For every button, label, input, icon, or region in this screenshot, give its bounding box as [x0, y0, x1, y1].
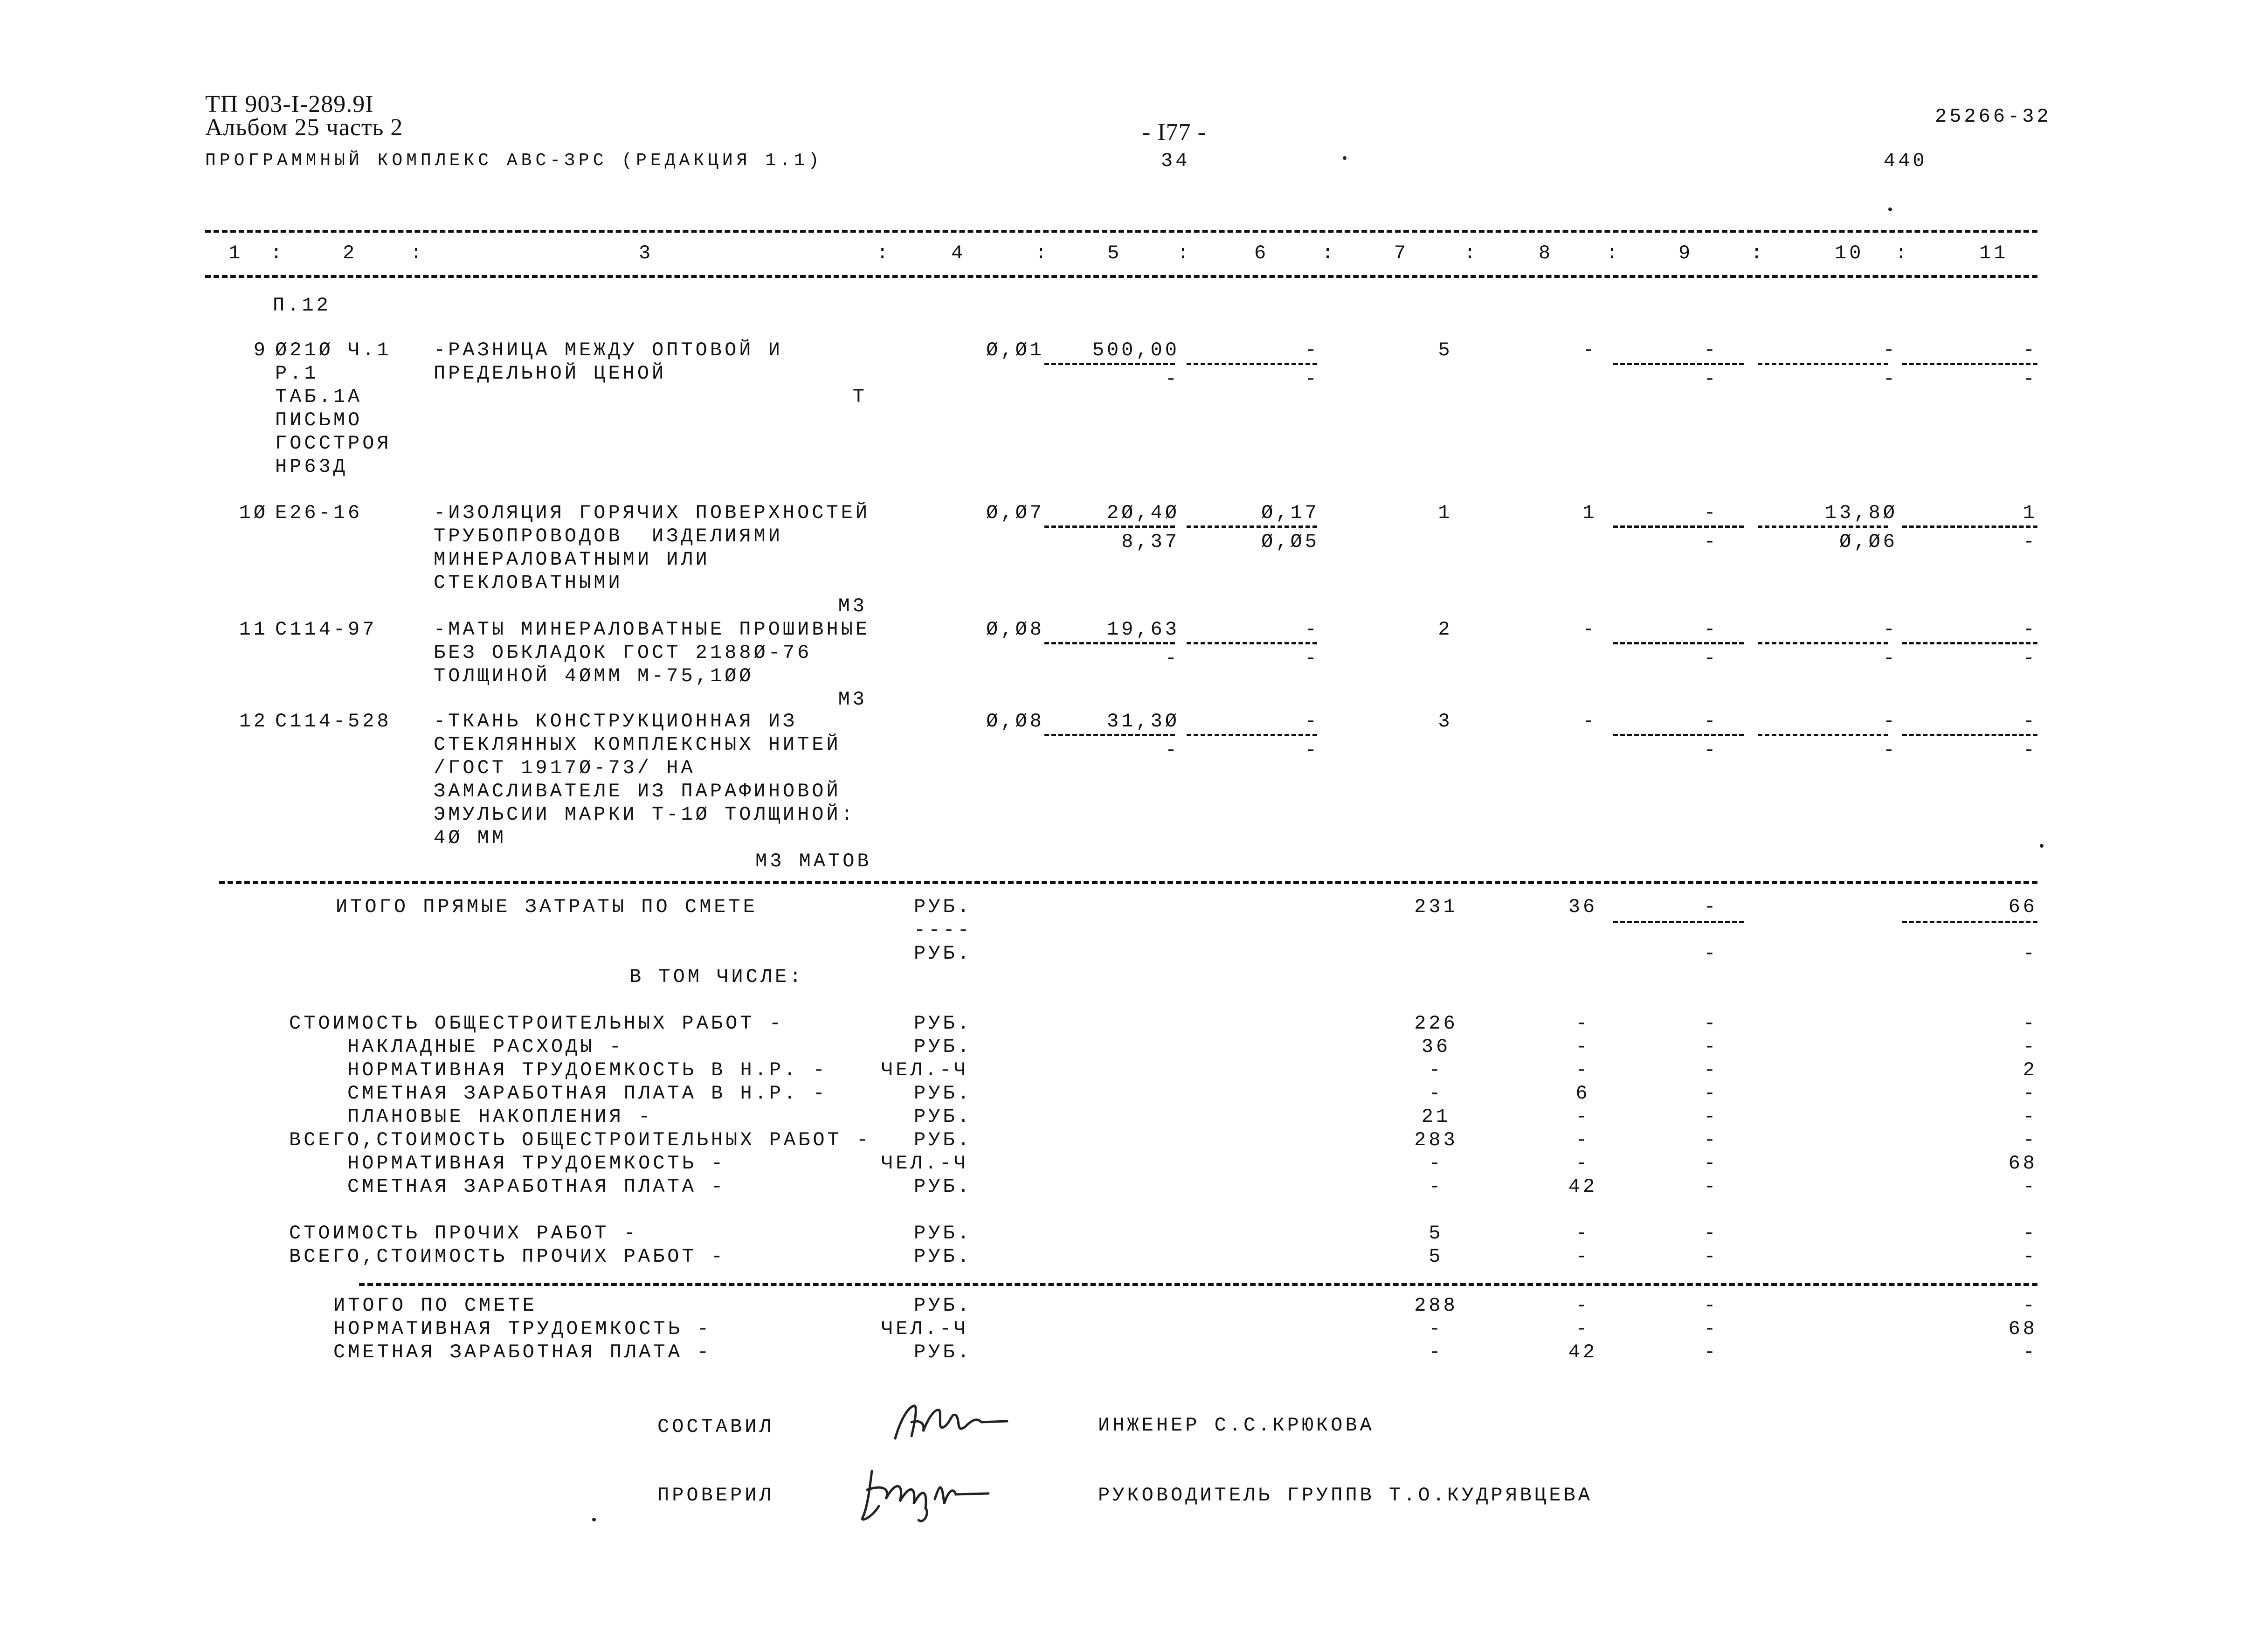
column-header-5: 5: [1107, 242, 1122, 264]
row-col11: -: [2023, 710, 2037, 733]
summary-col9: -: [1704, 1222, 1719, 1244]
summary-col11: 2: [2023, 1059, 2037, 1081]
summary-label: НОРМАТИВНАЯ ТРУДОЕМКОСТЬ В Н.Р. -: [347, 1059, 828, 1081]
row-col11: -: [2023, 618, 2037, 641]
summary-unit: ЧЕЛ.-Ч: [881, 1059, 969, 1081]
row-col10: -: [1883, 618, 1898, 641]
row-quantity: Ø,Ø8: [986, 618, 1044, 641]
row-number: 9: [253, 339, 268, 361]
row-description-line: -РАЗНИЦА МЕЖДУ ОПТОВОЙ И: [434, 339, 783, 361]
summary-col8: -: [1575, 1152, 1590, 1175]
summary-unit: РУБ.: [914, 1245, 972, 1268]
row-quantity: Ø,Ø8: [986, 710, 1044, 733]
column-separator: :: [1464, 242, 1479, 264]
direct-total-dashes: ----: [914, 919, 972, 941]
summary-col11: -: [2023, 1129, 2037, 1151]
row-subline: [1758, 363, 1888, 365]
summary-col7: 36: [1421, 1036, 1451, 1058]
row-col7: 3: [1438, 710, 1453, 733]
summary-label: НАКЛАДНЫЕ РАСХОДЫ -: [347, 1036, 624, 1058]
summary-col9: -: [1704, 1106, 1719, 1128]
checked-by: РУКОВОДИТЕЛЬ ГРУППВ Т.О.КУДРЯВЦЕВА: [1098, 1484, 1593, 1507]
column-header-9: 9: [1678, 242, 1693, 264]
summary-col7: 5: [1429, 1222, 1443, 1244]
row-col9-secondary: -: [1704, 531, 1719, 553]
compiled-by: ИНЖЕНЕР С.С.КРЮКОВА: [1098, 1414, 1374, 1437]
direct-total-col11: 66: [2008, 896, 2037, 918]
summary-col7: -: [1429, 1152, 1443, 1175]
row-code-line: Е26-16: [275, 502, 363, 524]
row-description-line: СТЕКЛЯННЫХ КОМПЛЕКСНЫХ НИТЕЙ: [434, 733, 841, 756]
row-subline: [1044, 734, 1175, 736]
summary-label: ПЛАНОВЫЕ НАКОПЛЕНИЯ -: [347, 1106, 653, 1128]
row-subline: [1187, 525, 1317, 528]
column-header-2: 2: [343, 242, 358, 264]
final-col8: -: [1575, 1318, 1590, 1340]
row-subline: [1187, 734, 1317, 736]
direct-total-subline: [1902, 921, 2037, 923]
row-col10-secondary: Ø,Ø6: [1839, 531, 1898, 553]
row-description-line: СТЕКЛОВАТНЫМИ: [434, 572, 623, 594]
direct-total-col11-secondary: -: [2023, 942, 2037, 965]
summary-col11: 68: [2008, 1152, 2037, 1175]
row-subline: [1902, 363, 2037, 365]
row-code-line: Р.1: [275, 362, 319, 385]
direct-total-col9-secondary: -: [1704, 942, 1719, 965]
summary-col8: -: [1575, 1106, 1590, 1128]
summary-col9: -: [1704, 1152, 1719, 1175]
summary-col11: -: [2023, 1245, 2037, 1268]
summary-col7: 21: [1421, 1106, 1451, 1128]
row-code-line: С114-97: [275, 618, 377, 641]
album-label: Альбом 25 часть 2: [205, 114, 403, 141]
summary-col8: 6: [1575, 1082, 1590, 1105]
row-quantity: Ø,Ø7: [986, 502, 1044, 524]
row-description-line: -ТКАНЬ КОНСТРУКЦИОННАЯ ИЗ: [434, 710, 798, 733]
summary-col8: 42: [1568, 1175, 1598, 1198]
column-separator: :: [1177, 242, 1192, 264]
row-subline: [1613, 734, 1744, 736]
summary-col9: -: [1704, 1129, 1719, 1151]
direct-total-label: ИТОГО ПРЯМЫЕ ЗАТРАТЫ ПО СМЕТЕ: [336, 896, 758, 918]
row-code-line: ПИСЬМО: [275, 409, 363, 431]
table-header-rule: [205, 275, 2037, 278]
row-description-line: -ИЗОЛЯЦИЯ ГОРЯЧИХ ПОВЕРХНОСТЕЙ: [434, 502, 870, 524]
archive-number: 25266-32: [1935, 105, 2051, 128]
final-col9: -: [1704, 1341, 1719, 1363]
summary-col8: -: [1575, 1036, 1590, 1058]
row-col5-secondary: -: [1165, 647, 1180, 670]
summary-col11: -: [2023, 1036, 2037, 1058]
row-col9: -: [1704, 339, 1719, 361]
row-number: 12: [239, 710, 268, 733]
final-col8: 42: [1568, 1341, 1598, 1363]
direct-total-col7: 231: [1414, 896, 1458, 918]
summary-col9: -: [1704, 1059, 1719, 1081]
row-code-line: НР63Д: [275, 456, 348, 478]
row-col11: 1: [2023, 502, 2037, 524]
row-description-line: МИНЕРАЛОВАТНЫМИ ИЛИ: [434, 548, 710, 571]
row-subline: [1187, 363, 1317, 365]
summary-unit: РУБ.: [914, 1129, 972, 1151]
row-subline: [1187, 642, 1317, 644]
summary-col7: -: [1429, 1082, 1443, 1105]
final-label: ИТОГО ПО СМЕТЕ: [333, 1294, 537, 1317]
row-subline: [1613, 642, 1744, 644]
row-col11: -: [2023, 339, 2037, 361]
row-subline: [1044, 642, 1175, 644]
row-col5-secondary: -: [1165, 739, 1180, 761]
summary-unit: РУБ.: [914, 1175, 972, 1198]
row-col10-secondary: -: [1883, 647, 1898, 670]
row-col6: Ø,17: [1261, 502, 1319, 524]
column-header-4: 4: [951, 242, 966, 264]
direct-total-col9: -: [1704, 896, 1719, 918]
row-col8: -: [1582, 618, 1597, 641]
direct-total-col8: 36: [1568, 896, 1598, 918]
row-subline: [1902, 642, 2037, 644]
summary-label: ВСЕГО,СТОИМОСТЬ ПРОЧИХ РАБОТ -: [289, 1245, 726, 1268]
row-code-line: С114-528: [275, 710, 392, 733]
final-col11: 68: [2008, 1318, 2037, 1340]
row-col11-secondary: -: [2023, 368, 2037, 390]
column-separator: :: [1322, 242, 1337, 264]
summary-col8: -: [1575, 1012, 1590, 1035]
summary-col11: -: [2023, 1106, 2037, 1128]
direct-total-unit-secondary: РУБ.: [914, 942, 972, 965]
sheet-right-number: 440: [1884, 150, 1927, 172]
compiled-label: СОСТАВИЛ: [657, 1416, 774, 1438]
column-separator: :: [1751, 242, 1766, 264]
row-code-line: Ø21Ø Ч.1: [275, 339, 392, 361]
column-separator: :: [877, 242, 891, 264]
row-col6: -: [1305, 339, 1319, 361]
row-col8: 1: [1582, 502, 1597, 524]
row-subline: [1044, 363, 1175, 365]
row-col9-secondary: -: [1704, 647, 1719, 670]
row-quantity: Ø,Ø1: [986, 339, 1044, 361]
direct-total-unit: РУБ.: [914, 896, 972, 918]
row-description-line: 4Ø ММ: [434, 827, 507, 849]
row-col5: 2Ø,4Ø: [1106, 502, 1180, 524]
column-separator: :: [270, 242, 285, 264]
row-col7: 2: [1438, 618, 1453, 641]
row-col10-secondary: -: [1883, 739, 1898, 761]
row-col6-secondary: -: [1305, 647, 1319, 670]
row-col9-secondary: -: [1704, 368, 1719, 390]
row-description-line: ПРЕДЕЛЬНОЙ ЦЕНОЙ: [434, 362, 667, 385]
summary-col9: -: [1704, 1245, 1719, 1268]
summary-col7: 226: [1414, 1012, 1458, 1035]
summary-col11: -: [2023, 1082, 2037, 1105]
summary-label: ВСЕГО,СТОИМОСТЬ ОБЩЕСТРОИТЕЛЬНЫХ РАБОТ -: [289, 1129, 871, 1151]
row-subline: [1758, 642, 1888, 644]
row-code-line: ТАБ.1А: [275, 386, 363, 408]
row-col11-secondary: -: [2023, 739, 2037, 761]
summary-label: НОРМАТИВНАЯ ТРУДОЕМКОСТЬ -: [347, 1152, 726, 1175]
row-col10: 13,8Ø: [1824, 502, 1898, 524]
final-col9: -: [1704, 1318, 1719, 1340]
column-header-1: 1: [228, 242, 243, 264]
column-header-8: 8: [1539, 242, 1554, 264]
row-subline: [1044, 525, 1175, 528]
row-subline: [1613, 363, 1744, 365]
row-unit: М3: [838, 688, 867, 711]
page-number: - I77 -: [1142, 119, 1206, 145]
summary-col7: 5: [1429, 1245, 1443, 1268]
summary-col7: -: [1429, 1175, 1443, 1198]
column-separator: :: [1606, 242, 1621, 264]
summary-unit: РУБ.: [914, 1036, 972, 1058]
summary-label: СМЕТНАЯ ЗАРАБОТНАЯ ПЛАТА -: [347, 1175, 726, 1198]
row-col7: 1: [1438, 502, 1453, 524]
table-top-rule: [205, 230, 2037, 233]
row-col6-secondary: -: [1305, 368, 1319, 390]
row-col11-secondary: -: [2023, 531, 2037, 553]
summary-label: СТОИМОСТЬ ОБЩЕСТРОИТЕЛЬНЫХ РАБОТ -: [289, 1012, 784, 1035]
summary-col8: -: [1575, 1245, 1590, 1268]
summary-unit: РУБ.: [914, 1012, 972, 1035]
summary-col11: -: [2023, 1222, 2037, 1244]
row-subline: [1902, 734, 2037, 736]
row-col5: 19,63: [1106, 618, 1180, 641]
section-label: П.12: [273, 294, 331, 317]
checker-signature: [853, 1462, 1002, 1527]
row-col5-secondary: -: [1165, 368, 1180, 390]
summary-label: СМЕТНАЯ ЗАРАБОТНАЯ ПЛАТА В Н.Р. -: [347, 1082, 828, 1105]
summary-col8: -: [1575, 1129, 1590, 1151]
row-col10: -: [1883, 339, 1898, 361]
summary-col7: -: [1429, 1059, 1443, 1081]
column-header-11: 11: [1979, 242, 2009, 264]
row-col8: -: [1582, 710, 1597, 733]
row-col10: -: [1883, 710, 1898, 733]
row-col5-secondary: 8,37: [1121, 531, 1180, 553]
summary-label: СТОИМОСТЬ ПРОЧИХ РАБОТ -: [289, 1222, 638, 1244]
summary-col7: 283: [1414, 1129, 1458, 1151]
row-col9: -: [1704, 502, 1719, 524]
column-header-6: 6: [1254, 242, 1269, 264]
summary-col9: -: [1704, 1036, 1719, 1058]
row-description-line: БЕЗ ОБКЛАДОК ГОСТ 2188Ø-76: [434, 642, 812, 664]
row-col5: 31,3Ø: [1106, 710, 1180, 733]
final-col8: -: [1575, 1294, 1590, 1317]
scan-speck: [1343, 156, 1347, 160]
final-col7: 288: [1414, 1294, 1458, 1317]
row-description-line: /ГОСТ 1917Ø-73/ НА: [434, 757, 696, 779]
checked-label: ПРОВЕРИЛ: [657, 1484, 774, 1507]
column-header-7: 7: [1394, 242, 1409, 264]
program-name: ПРОГРАММНЫЙ КОМПЛЕКС АВС-ЗРС (РЕДАКЦИЯ 1.1): [205, 151, 823, 171]
final-unit: РУБ.: [914, 1294, 972, 1317]
final-col7: -: [1429, 1318, 1443, 1340]
row-col9: -: [1704, 618, 1719, 641]
summary-unit: ЧЕЛ.-Ч: [881, 1152, 969, 1175]
summary-col9: -: [1704, 1175, 1719, 1198]
row-col9: -: [1704, 710, 1719, 733]
row-col6-secondary: -: [1305, 739, 1319, 761]
row-description-line: ТОЛЩИНОЙ 4ØММ М-75,1ØØ: [434, 665, 754, 687]
compiler-signature: [886, 1394, 1016, 1445]
final-unit: РУБ.: [914, 1341, 972, 1363]
column-header-3: 3: [639, 242, 654, 264]
scan-speck: [1888, 207, 1892, 211]
row-col6: -: [1305, 618, 1319, 641]
row-unit: Т: [852, 386, 867, 408]
scan-speck: [592, 1518, 596, 1521]
column-separator: :: [410, 242, 425, 264]
column-separator: :: [1035, 242, 1050, 264]
doc-code: ТП 903-I-289.9I: [205, 91, 374, 118]
final-col11: -: [2023, 1294, 2037, 1317]
final-col9: -: [1704, 1294, 1719, 1317]
final-label: СМЕТНАЯ ЗАРАБОТНАЯ ПЛАТА -: [333, 1341, 712, 1363]
column-separator: :: [1895, 242, 1910, 264]
row-col9-secondary: -: [1704, 739, 1719, 761]
row-unit: М3: [838, 595, 867, 617]
row-number: 11: [239, 618, 268, 641]
row-col8: -: [1582, 339, 1597, 361]
summary-col11: -: [2023, 1012, 2037, 1035]
row-description-line: ТРУБОПРОВОДОВ ИЗДЕЛИЯМИ: [434, 525, 783, 547]
summary-unit: РУБ.: [914, 1222, 972, 1244]
summary-col9: -: [1704, 1012, 1719, 1035]
row-number: 1Ø: [239, 502, 268, 524]
row-col6: -: [1305, 710, 1319, 733]
row-code-line: ГОССТРОЯ: [275, 432, 392, 455]
including-label: В ТОМ ЧИСЛЕ:: [629, 966, 804, 988]
row-subline: [1613, 525, 1744, 528]
row-subline: [1758, 525, 1888, 528]
final-col11: -: [2023, 1341, 2037, 1363]
summary-col11: -: [2023, 1175, 2037, 1198]
sheet-left-number: 34: [1161, 150, 1190, 172]
totals-rule: [219, 881, 2037, 884]
row-description-line: ЭМУЛЬСИИ МАРКИ Т-1Ø ТОЛЩИНОЙ:: [434, 803, 856, 826]
row-col7: 5: [1438, 339, 1453, 361]
final-rule: [359, 1283, 2037, 1286]
row-col10-secondary: -: [1883, 368, 1898, 390]
row-subline: [1902, 525, 2037, 528]
row-col11-secondary: -: [2023, 647, 2037, 670]
final-unit: ЧЕЛ.-Ч: [881, 1318, 969, 1340]
summary-unit: РУБ.: [914, 1082, 972, 1105]
row-description-line: ЗАМАСЛИВАТЕЛЕ ИЗ ПАРАФИНОВОЙ: [434, 780, 841, 802]
summary-col8: -: [1575, 1222, 1590, 1244]
direct-total-subline: [1613, 921, 1744, 923]
summary-col9: -: [1704, 1082, 1719, 1105]
column-header-10: 10: [1835, 242, 1864, 264]
row-unit: М3 МАТОВ: [755, 850, 872, 872]
summary-col8: -: [1575, 1059, 1590, 1081]
scan-speck: [2040, 844, 2044, 848]
row-description-line: -МАТЫ МИНЕРАЛОВАТНЫЕ ПРОШИВНЫЕ: [434, 618, 870, 641]
summary-unit: РУБ.: [914, 1106, 972, 1128]
row-subline: [1758, 734, 1888, 736]
row-col6-secondary: Ø,Ø5: [1261, 531, 1319, 553]
row-col5: 500,00: [1092, 339, 1180, 361]
final-col7: -: [1429, 1341, 1443, 1363]
final-label: НОРМАТИВНАЯ ТРУДОЕМКОСТЬ -: [333, 1318, 712, 1340]
